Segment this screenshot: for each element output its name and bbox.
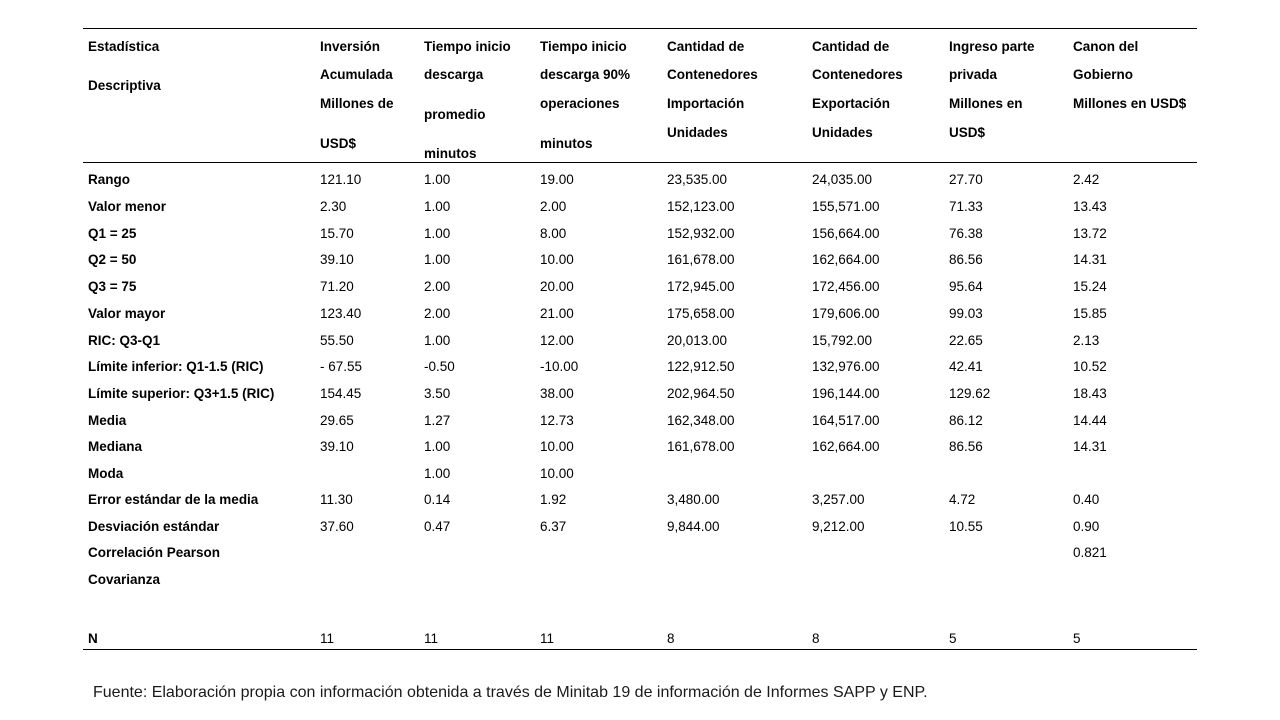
row-label: Moda [88,466,124,481]
table-cell: 71.20 [320,279,354,294]
table-cell: 3,257.00 [812,492,865,507]
row-label: Q2 = 50 [88,252,137,267]
table-cell: 121.10 [320,172,362,187]
table-cell: 27.70 [949,172,983,187]
table-cell: 154.45 [320,386,362,401]
table-cell: - 67.55 [320,359,363,374]
table-cell: 0.40 [1073,492,1100,507]
table-cell: 2.13 [1073,333,1100,348]
table-cell: 1.27 [424,413,451,428]
row-label: Valor mayor [88,306,166,321]
header-col2-line-3: minutos [424,146,477,161]
table-cell: 24,035.00 [812,172,873,187]
table-cell: 23,535.00 [667,172,728,187]
table-cell: 22.65 [949,333,983,348]
table-cell: 2.00 [424,279,451,294]
table-cell: 2.00 [424,306,451,321]
table-cell: 123.40 [320,306,362,321]
table-cell: 155,571.00 [812,199,880,214]
row-label: Límite superior: Q3+1.5 (RIC) [88,386,275,401]
table-cell: 3,480.00 [667,492,720,507]
row-label: Correlación Pearson [88,545,221,560]
table-cell: 196,144.00 [812,386,880,401]
row-label: Covarianza [88,572,161,587]
header-col4-line-2: Importación [667,96,745,111]
table-cell: 202,964.50 [667,386,735,401]
table-cell: 37.60 [320,519,354,534]
table-cell: 14.31 [1073,252,1107,267]
table-cell: 122,912.50 [667,359,735,374]
table-cell: 39.10 [320,439,354,454]
table-cell: 161,678.00 [667,439,735,454]
source-footnote: Fuente: Elaboración propia con información obtenida a través de Minitab 19 de información de Informes SAPP y ENP. [93,684,928,701]
table-cell: 5 [949,631,957,646]
table-cell: 1.00 [424,439,451,454]
table-cell: 95.64 [949,279,983,294]
table-cell: 18.43 [1073,386,1107,401]
table-cell: 12.00 [540,333,574,348]
header-col6-line-3: USD$ [949,125,986,140]
table-cell: 162,664.00 [812,439,880,454]
header-col6-line-1: privada [949,67,998,82]
table-cell: 2.30 [320,199,347,214]
table-cell: 38.00 [540,386,574,401]
table-cell: 71.33 [949,199,983,214]
table-cell: 15.24 [1073,279,1107,294]
header-col7-line-1: Gobierno [1073,67,1133,82]
table-cell: 175,658.00 [667,306,735,321]
header-col3-line-0: Tiempo inicio [540,39,627,54]
table-cell: 172,456.00 [812,279,880,294]
table-cell: 11 [424,631,439,646]
table-cell: -10.00 [540,359,579,374]
header-col1-line-1: Acumulada [320,67,393,82]
row-label: Q3 = 75 [88,279,137,294]
header-col5-line-1: Contenedores [812,67,903,82]
table-cell: 3.50 [424,386,451,401]
table-cell: 10.52 [1073,359,1107,374]
table-cell: -0.50 [424,359,455,374]
table-cell: 20,013.00 [667,333,728,348]
header-col1-line-3: USD$ [320,136,357,151]
table-cell: 10.00 [540,439,574,454]
table-cell: 14.44 [1073,413,1107,428]
table-cell: 172,945.00 [667,279,735,294]
table-cell: 11.30 [320,492,353,507]
row-label: Límite inferior: Q1-1.5 (RIC) [88,359,264,374]
table-cell: 11 [540,631,555,646]
table-cell: 8.00 [540,226,567,241]
table-cell: 129.62 [949,386,991,401]
table-cell: 2.42 [1073,172,1100,187]
header-col7-line-0: Canon del [1073,39,1139,54]
table-cell: 39.10 [320,252,354,267]
table-cell: 162,664.00 [812,252,880,267]
header-col4-line-3: Unidades [667,125,728,140]
header-col2-line-1: descarga [424,67,484,82]
table-cell: 86.56 [949,252,983,267]
statistics-table [83,28,1197,650]
table-cell: 15.85 [1073,306,1107,321]
table-cell: 1.00 [424,199,451,214]
table-cell: 11 [320,631,335,646]
table-cell: 4.72 [949,492,976,507]
header-divider [83,162,1197,163]
table-cell: 1.00 [424,172,451,187]
table-cell: 0.90 [1073,519,1100,534]
table-cell: 2.00 [540,199,567,214]
header-col5-line-2: Exportación [812,96,891,111]
header-col0-line-0: Estadística [88,39,160,54]
table-cell: 20.00 [540,279,574,294]
header-col2-line-0: Tiempo inicio [424,39,511,54]
header-col4-line-1: Contenedores [667,67,758,82]
table-cell: 19.00 [540,172,574,187]
header-col6-line-0: Ingreso parte [949,39,1035,54]
table-cell: 179,606.00 [812,306,880,321]
header-col2-line-2: promedio [424,107,486,122]
table-cell: 1.00 [424,466,451,481]
table-cell: 156,664.00 [812,226,880,241]
table-cell: 132,976.00 [812,359,880,374]
table-cell: 10.55 [949,519,983,534]
row-label: N [88,631,98,646]
table-cell: 0.14 [424,492,451,507]
header-col3-line-1: descarga 90% [540,67,631,82]
table-cell: 13.72 [1073,226,1107,241]
table-cell: 21.00 [540,306,574,321]
table-cell: 15,792.00 [812,333,873,348]
row-label: Media [88,413,127,428]
table-cell: 1.00 [424,226,451,241]
row-label: RIC: Q3-Q1 [88,333,161,348]
table-cell: 14.31 [1073,439,1107,454]
header-col1-line-0: Inversión [320,39,381,54]
row-label: Error estándar de la media [88,492,259,507]
table-cell: 29.65 [320,413,354,428]
header-col6-line-2: Millones en [949,96,1023,111]
row-label: Q1 = 25 [88,226,137,241]
header-col1-line-2: Millones de [320,96,394,111]
header-col7-line-2: Millones en USD$ [1073,96,1187,111]
row-label: Desviación estándar [88,519,220,534]
table-cell: 152,123.00 [667,199,735,214]
header-col3-line-2: operaciones [540,96,620,111]
row-label: Rango [88,172,130,187]
header-col5-line-0: Cantidad de [812,39,890,54]
table-cell: 9,844.00 [667,519,720,534]
table-cell: 162,348.00 [667,413,735,428]
table-cell: 0.821 [1073,545,1107,560]
table-cell: 10.00 [540,252,574,267]
table-cell: 76.38 [949,226,983,241]
table-cell: 6.37 [540,519,567,534]
table-cell: 164,517.00 [812,413,880,428]
row-label: Valor menor [88,199,167,214]
table-cell: 55.50 [320,333,354,348]
table-cell: 1.92 [540,492,567,507]
table-cell: 99.03 [949,306,983,321]
table-cell: 86.12 [949,413,983,428]
table-cell: 12.73 [540,413,574,428]
table-cell: 0.47 [424,519,451,534]
table-cell: 9,212.00 [812,519,865,534]
header-col0-line-1: Descriptiva [88,78,161,93]
table-cell: 8 [667,631,675,646]
table-cell: 13.43 [1073,199,1107,214]
table-cell: 86.56 [949,439,983,454]
table-cell: 1.00 [424,333,451,348]
header-col5-line-3: Unidades [812,125,873,140]
table-cell: 8 [812,631,820,646]
table-cell: 1.00 [424,252,451,267]
table-cell: 152,932.00 [667,226,735,241]
table-cell: 10.00 [540,466,574,481]
table-cell: 42.41 [949,359,983,374]
header-col4-line-0: Cantidad de [667,39,745,54]
table-cell: 5 [1073,631,1081,646]
table-cell: 15.70 [320,226,354,241]
row-label: Mediana [88,439,143,454]
header-col3-line-3: minutos [540,136,593,151]
table-cell: 161,678.00 [667,252,735,267]
